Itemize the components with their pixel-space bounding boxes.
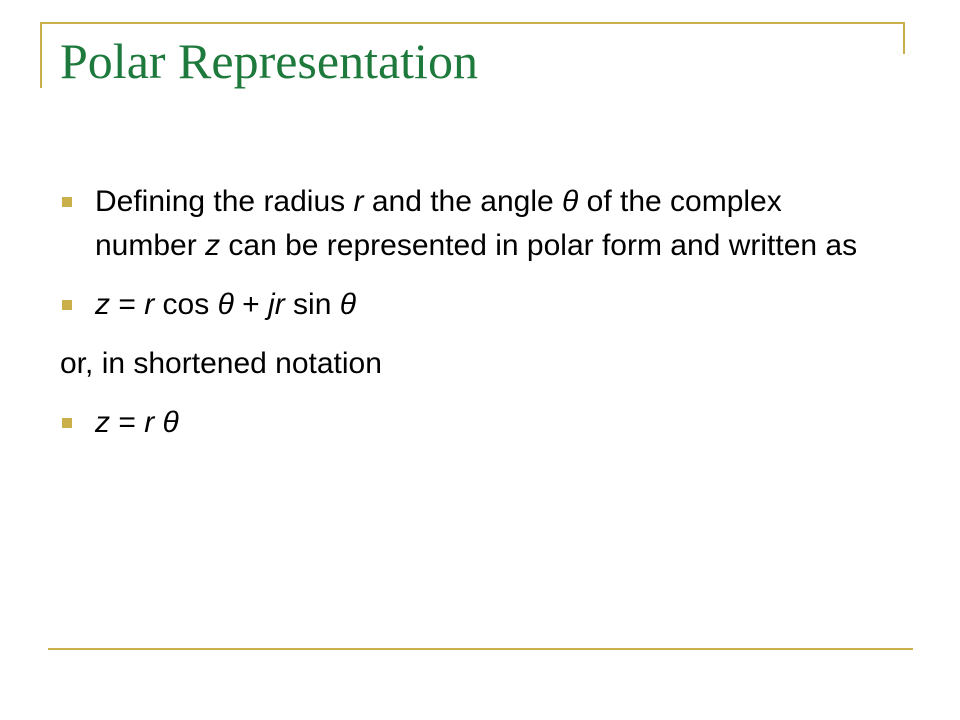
bullet-item-short-notation (60, 401, 860, 445)
text-segment: and the angle (363, 185, 563, 218)
var-jr: jr (268, 288, 285, 321)
frame-right-line (903, 22, 905, 54)
var-theta: θ (162, 406, 179, 439)
text-segment: sin (284, 288, 340, 321)
var-z: z (95, 288, 110, 321)
text-segment: can be represented in polar form and written as (220, 229, 858, 262)
var-theta: θ (562, 185, 579, 218)
plain-text-line: or, in shortened notation (60, 347, 382, 380)
square-bullet-icon (62, 197, 72, 207)
slide-content (60, 180, 860, 460)
text-segment: cos (154, 288, 218, 321)
text-segment: = (110, 288, 145, 321)
var-r: r (144, 288, 155, 321)
text-segment: of the complex number (95, 185, 782, 262)
square-bullet-icon (62, 300, 72, 310)
slide-title: Polar Representation (60, 33, 478, 89)
var-r: r (144, 406, 155, 439)
var-z: z (95, 406, 110, 439)
text-segment (154, 406, 162, 439)
bullet-item-definition (60, 180, 860, 268)
var-z: z (205, 229, 221, 262)
square-bullet-icon (62, 418, 72, 428)
frame-top-line (40, 22, 905, 24)
bullet-item-equation (60, 283, 860, 327)
var-theta: θ (339, 288, 357, 321)
text-segment: Defining the radius (95, 185, 354, 218)
text-segment: + (233, 288, 269, 321)
var-theta: θ (217, 288, 234, 321)
var-r: r (353, 185, 364, 218)
text-segment: = (110, 406, 145, 439)
frame-bottom-line (48, 648, 913, 650)
frame-left-line (40, 22, 42, 88)
